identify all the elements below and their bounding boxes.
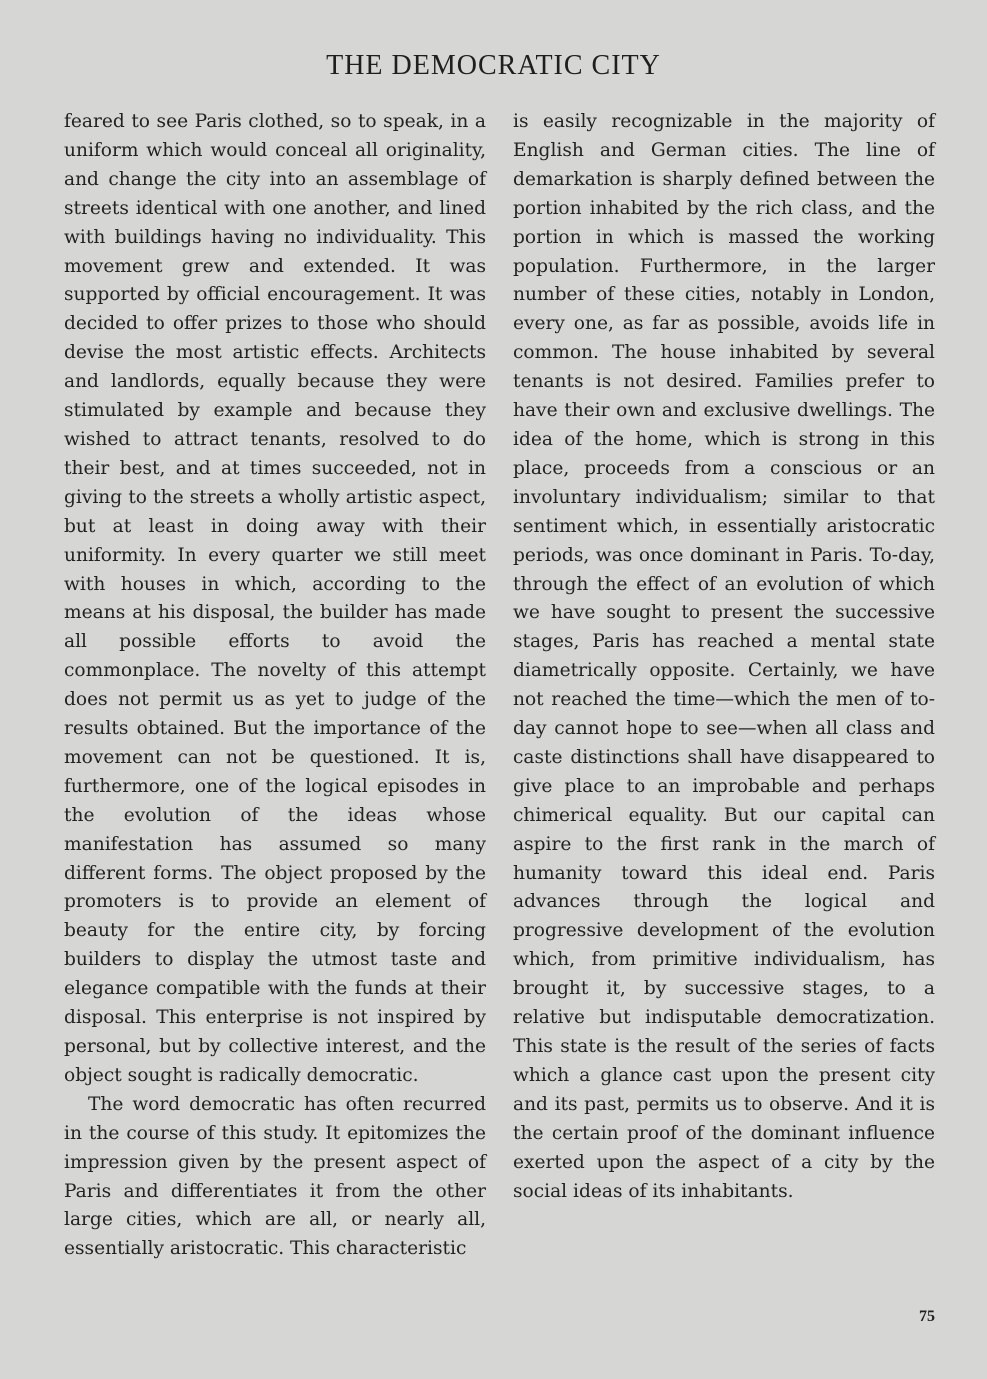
left-paragraph-2: The word democratic has often recurred in the course of this study. It epitomizes the impression given by the present aspect of Paris and differentiates it from the other large cities, which are all, or nearly all, essentially aristocratic. This characteristic (64, 1093, 486, 1260)
running-head: THE DEMOCRATIC CITY (326, 50, 661, 81)
page-number: 75 (919, 1308, 935, 1325)
left-column (64, 108, 486, 1264)
right-paragraph-1: is easily recognizable in the majority of English and German cities. The line of demarkation is sharply defined between the portion inhabited by the rich class, and the portion in which is massed the working population. Furthermore, in the larger number of these cities, notably in London, every one, as far as possible, avoids life in common. The house inhabited by several tenants is not desired. Families prefer to have their own and exclusive dwellings. The idea of the home, which is strong in this place, proceeds from a conscious or an involuntary individualism; similar to that sentiment which, in essentially aristocratic periods, was once dominant in Paris. To-day, through the effect of an evolution of which we have sought to present the successive stages, Paris has reached a mental state diametrically opposite. Certainly, we have not reached the time—which the men of to-day cannot hope to see—when all class and caste distinctions shall have disappeared to give place to an improbable and perhaps chimerical equality. But our capital can aspire to the first rank in the march of humanity toward this ideal end. Paris advances through the logical and progressive development of the evolution which, from primitive individualism, has brought it, by successive stages, to a relative but indisputable democratization. This state is the result of the series of facts which a glance cast upon the present city and its past, permits us to observe. And it is the certain proof of the dominant influence exerted upon the aspect of a city by the social ideas of its inhabitants. (513, 111, 935, 1202)
right-column (513, 108, 935, 1206)
left-paragraph-1: feared to see Paris clothed, so to speak, in a uniform which would conceal all originality, and change the city into an assemblage of streets identical with one another, and lined with buildings having no individuality. This movement grew and extended. It was supported by official encouragement. It was decided to offer prizes to those who should devise the most artistic effects. Architects and landlords, equally because they were stimulated by example and because they wished to attract tenants, resolved to do their best, and at times succeeded, not in giving to the streets a wholly artistic aspect, but at least in doing away with their uniformity. In every quarter we still meet with houses in which, according to the means at his disposal, the builder has made all possible efforts to avoid the commonplace. The novelty of this attempt does not permit us as yet to judge of the results obtained. But the importance of the movement can not be questioned. It is, furthermore, one of the logical episodes in the evolution of the ideas whose manifestation has assumed so many different forms. The object proposed by the promoters is to provide an element of beauty for the entire city, by forcing builders to display the utmost taste and elegance compatible with the funds at their disposal. This enterprise is not inspired by personal, but by collective interest, and the object sought is radically democratic. (64, 111, 486, 1086)
